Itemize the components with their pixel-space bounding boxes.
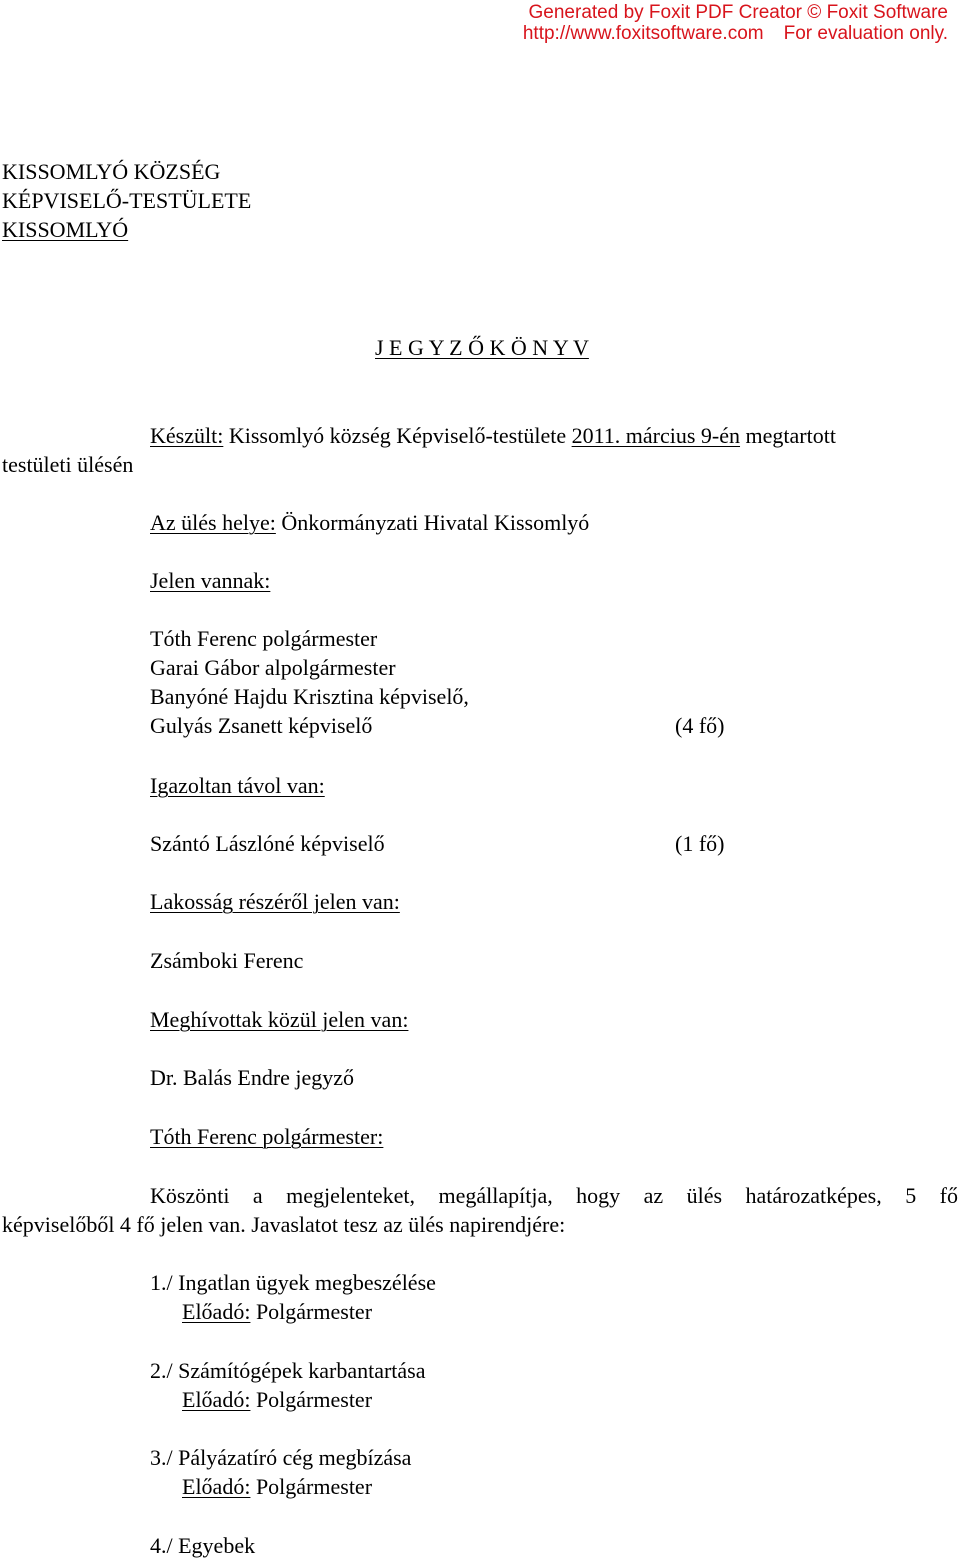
absent-label: Igazoltan távol van: (150, 773, 325, 798)
watermark-line-2 (523, 23, 948, 45)
made-date: 2011. március 9-én (571, 423, 741, 448)
org-line-1: KISSOMLYÓ KÖZSÉG (2, 159, 221, 184)
agenda-presenter (182, 1385, 372, 1414)
agenda-item: 4./ Egyebek (150, 1533, 256, 1558)
speaker-text-line-1: Köszönti a megjelenteket, megállapítja, hogy az ülés határozatképes, 5 fő (150, 1183, 958, 1208)
present-member: Garai Gábor alpolgármester (150, 655, 396, 680)
present-member: Tóth Ferenc polgármester (150, 626, 378, 651)
agenda-presenter (182, 1472, 372, 1501)
document-title: J E G Y Z Ő K Ö N Y V (375, 335, 589, 360)
public-label: Lakosság részéről jelen van: (150, 889, 400, 914)
agenda-presenter (182, 1297, 372, 1326)
present-label: Jelen vannak: (150, 568, 271, 593)
public-member: Zsámboki Ferenc (150, 948, 304, 973)
venue-line (150, 508, 589, 537)
presenter-label: Előadó: (182, 1299, 251, 1324)
invited-member: Dr. Balás Endre jegyző (150, 1065, 355, 1090)
present-member: Banyóné Hajdu Krisztina képviselő, (150, 684, 469, 709)
venue-label: Az ülés helye: (150, 510, 276, 535)
presenter-name: Polgármester (250, 1474, 373, 1499)
made-line-2: testületi ülésén (2, 452, 134, 477)
absent-count: (1 fő) (675, 831, 725, 856)
agenda-item: 2./ Számítógépek karbantartása (150, 1358, 426, 1383)
made-label: Készült: (150, 423, 224, 448)
watermark-url: http://www.foxitsoftware.com (522, 23, 764, 44)
venue-value: Önkormányzati Hivatal Kissomlyó (275, 510, 590, 535)
org-line-3: KISSOMLYÓ (2, 217, 129, 242)
made-text-a: Kissomlyó község Képviselő-testülete (223, 423, 572, 448)
speaker-label: Tóth Ferenc polgármester: (150, 1124, 384, 1149)
present-count: (4 fő) (675, 713, 725, 738)
agenda-item: 3./ Pályázatíró cég megbízása (150, 1445, 412, 1470)
watermark-line-1: Generated by Foxit PDF Creator © Foxit Software (528, 2, 948, 23)
absent-member: Szántó Lászlóné képviselő (150, 831, 385, 856)
speaker-text-line-2: képviselőből 4 fő jelen van. Javaslatot tesz az ülés napirendjére: (2, 1212, 566, 1237)
presenter-name: Polgármester (250, 1299, 373, 1324)
made-line-1 (150, 421, 836, 450)
made-text-b: megtartott (740, 423, 836, 448)
watermark-evaluation: For evaluation only. (783, 23, 948, 44)
org-line-2: KÉPVISELŐ-TESTÜLETE (2, 188, 252, 213)
present-member: Gulyás Zsanett képviselő (150, 713, 373, 738)
presenter-label: Előadó: (182, 1474, 251, 1499)
presenter-label: Előadó: (182, 1387, 251, 1412)
invited-label: Meghívottak közül jelen van: (150, 1007, 409, 1032)
agenda-item: 1./ Ingatlan ügyek megbeszélése (150, 1270, 436, 1295)
presenter-name: Polgármester (250, 1387, 373, 1412)
